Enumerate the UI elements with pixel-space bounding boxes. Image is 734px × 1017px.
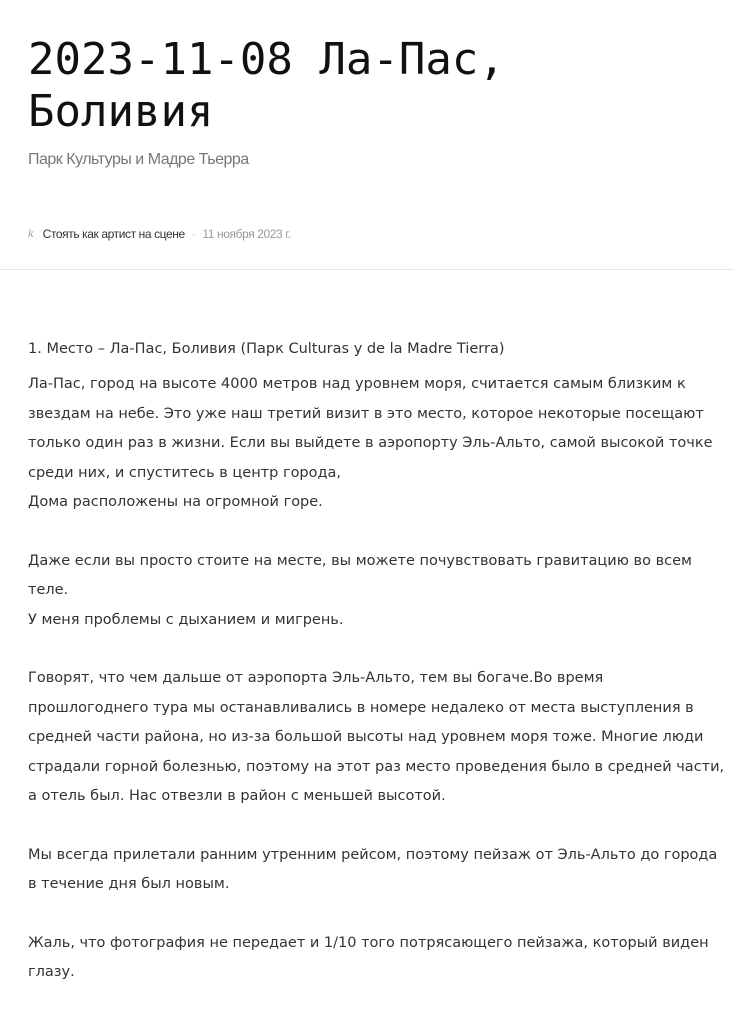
post-meta bbox=[28, 227, 291, 241]
body-heading: 1. Место – Ла-Пас, Боливия (Парк Culturas y de la Madre Tierra) bbox=[28, 341, 505, 357]
paragraph-3: Говорят, что чем дальше от аэропорта Эль-Альто, тем вы богаче.Во время прошлогоднего тура мы останавливались в номере недалеко от места выступления в средней части района, но из-за большой высоты над уровнем моря тоже. Многие люди страдали горной болезнью, поэтому на этот раз место проведения было в средней части, а отель был. Нас отвезли в район с меньшей высотой. bbox=[28, 670, 725, 805]
paragraph-1 bbox=[28, 370, 728, 517]
paragraph-4: Мы всегда прилетали ранним утренним рейсом, поэтому пейзаж от Эль-Альто до города в течение дня был новым. bbox=[28, 846, 718, 893]
category-link[interactable]: Стоять как артист на сцене bbox=[42, 227, 185, 241]
paragraph-1-text: Ла-Пас, город на высоте 4000 метров над уровнем моря, считается самым близким к звездам на небе. Это уже наш третий визит в это место, которое некоторые посещают только один раз в жизни. Если вы выйдете в аэропорту Эль-Альто, самой высокой точке среди них, и спуститесь в центр города, bbox=[28, 376, 713, 481]
post-title bbox=[28, 34, 718, 138]
paragraph-2-text: Даже если вы просто стоите на месте, вы можете почувствовать гравитацию во всем теле. bbox=[28, 552, 692, 599]
post-date: 11 ноября 2023 г. bbox=[202, 227, 291, 241]
post-title-line-1: 2023-11-08 Ла-Пас, bbox=[28, 34, 505, 85]
post-title-line-2: Боливия bbox=[28, 86, 214, 137]
post-body bbox=[28, 335, 728, 1017]
author-icon: k bbox=[28, 228, 34, 240]
paragraph-2-line-2: У меня проблемы с дыханием и мигрень. bbox=[28, 611, 344, 628]
post-subtitle: Парк Культуры и Мадре Тьерра bbox=[28, 151, 249, 168]
post-header bbox=[0, 0, 734, 270]
paragraph-5: Жаль, что фотография не передает и 1/10 того потрясающего пейзажа, который виден глазу. bbox=[28, 935, 709, 981]
paragraph-1-line-2: Дома расположены на огромной горе. bbox=[28, 494, 323, 511]
meta-separator: · bbox=[191, 227, 196, 241]
paragraph-2 bbox=[28, 547, 728, 635]
